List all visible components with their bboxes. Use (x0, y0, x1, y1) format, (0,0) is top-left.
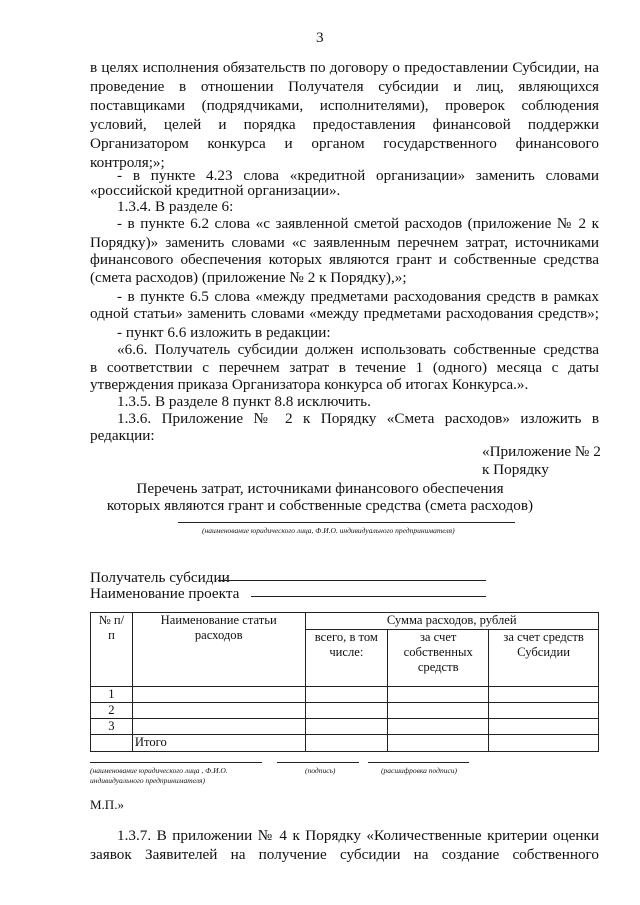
text-line: условий, целей и порядка предоставления финансовой поддержки (90, 116, 599, 133)
header-total: всего, в том числе: (305, 630, 388, 687)
text-line: - в пункте 6.5 слова «между предметами расходования средств в рамках (117, 288, 599, 305)
text-line: «российской кредитной организации». (90, 182, 341, 199)
signature-decoding-caption: (расшифровка подписи) (381, 766, 458, 775)
header-item: Наименование статьи расходов (132, 613, 305, 687)
row-number: 3 (91, 719, 133, 735)
text-line: Порядку)» заменить словами «с заявленным перечнем затрат, источниками (90, 234, 599, 251)
table-row (91, 687, 599, 703)
header-num: № п/п (91, 613, 133, 687)
header-own-funds: за счет собственных средств (388, 630, 489, 687)
recipient-line (218, 580, 486, 581)
project-label: Наименование проекта (90, 585, 240, 602)
entity-name-line (178, 522, 515, 523)
text-line: в целях исполнения обязательств по договору о предоставлении Субсидии, на (90, 59, 599, 76)
table-total-row (91, 735, 599, 752)
row-number: 2 (91, 703, 133, 719)
text-line: - в пункте 6.2 слова «с заявленной сметой расходов (приложение № 2 к (117, 215, 599, 232)
row-number: 1 (91, 687, 133, 703)
text-line: утверждения приказа Организатора конкурса об итогах Конкурса.». (90, 376, 529, 393)
text-line: 1.3.6. Приложение № 2 к Порядку «Смета расходов» изложить в (117, 410, 599, 427)
stamp-label: М.П.» (90, 797, 124, 812)
text-line: редакции: (90, 427, 155, 444)
text-line: поставщиками (подрядчиками, исполнителями), проверок соблюдения (90, 97, 599, 114)
signature-name-line (90, 762, 262, 763)
text-line: «6.6. Получатель субсидии должен использовать собственные средства (117, 341, 599, 358)
entity-name-caption: (наименование юридического лица, Ф.И.О. индивидуального предпринимателя) (202, 526, 455, 535)
cost-estimate-table (90, 612, 599, 752)
text-line: 1.3.7. В приложении № 4 к Порядку «Количественные критерии оценки (117, 827, 599, 844)
text-line: - в пункте 4.23 слова «кредитной организации» заменить словами (117, 167, 599, 184)
estimate-title-line: Перечень затрат, источниками финансового обеспечения (136, 480, 504, 497)
table-header-row (91, 613, 599, 630)
text-line: проведение в отношении Получателя субсидии и лиц, являющихся (90, 78, 599, 95)
text-line: финансового обеспечения которых являются грант и собственные средства (90, 251, 599, 268)
text-line: контроля;»; (90, 154, 165, 171)
text-line: заявок Заявителей на получение субсидии на создание собственного (90, 846, 599, 863)
table-row (91, 719, 599, 735)
header-sum: Сумма расходов, рублей (305, 613, 599, 630)
signature-decoding-line (368, 762, 469, 763)
total-label: Итого (132, 735, 305, 752)
text-line: 1.3.5. В разделе 8 пункт 8.8 исключить. (117, 393, 371, 410)
page-number: 3 (316, 29, 324, 46)
header-subsidy-funds: за счет средств Субсидии (489, 630, 599, 687)
text-line: в соответствии с перечнем затрат в течение 1 (одного) месяца с даты (90, 359, 599, 376)
table-row (91, 703, 599, 719)
signature-name-caption: индивидуального предпринимателя) (90, 776, 206, 785)
signature-line (277, 762, 359, 763)
signature-caption: (подпись) (305, 766, 336, 775)
recipient-label: Получатель субсидии (90, 569, 230, 586)
text-line: - пункт 6.6 изложить в редакции: (117, 324, 331, 341)
estimate-title-line: которых являются грант и собственные средства (смета расходов) (106, 497, 534, 514)
signature-name-caption: (наименование юридического лица , Ф.И.О. (90, 766, 228, 775)
text-line: одной статьи» заменить словами «между предметами расходования средств»; (90, 305, 599, 322)
text-line: Организатором конкурса и органом государственного финансового (90, 135, 599, 152)
text-line: 1.3.4. В разделе 6: (117, 198, 234, 215)
appendix-label: к Порядку (482, 461, 549, 478)
text-line: (смета расходов) (приложение № 2 к Порядку),»; (90, 269, 407, 286)
project-line (251, 596, 486, 597)
appendix-label: «Приложение № 2 (482, 443, 601, 460)
